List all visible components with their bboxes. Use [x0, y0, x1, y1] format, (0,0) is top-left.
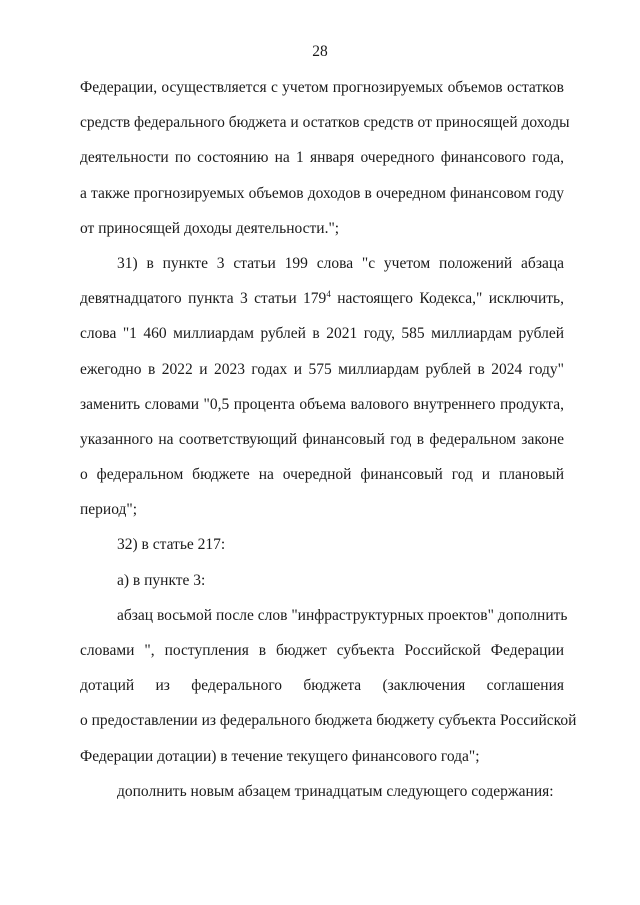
text-line: абзац восьмой после слов "инфраструктурных проектов" дополнить [117, 606, 568, 624]
text-line: указанного на соответствующий финансовый год в федеральном законе [80, 430, 564, 448]
text-line: дотаций из федерального бюджета (заключения соглашения [80, 677, 564, 695]
text-line: дополнить новым абзацем тринадцатым следующего содержания: [117, 782, 554, 800]
text-fragment: девятнадцатого пункта 3 статьи 179 [80, 290, 327, 308]
text-line: слова "1 460 миллиардам рублей в 2021 году, 585 миллиардам рублей [80, 325, 564, 343]
text-line: а) в пункте 3: [117, 571, 206, 589]
text-line: период"; [80, 501, 138, 519]
text-line: средств федерального бюджета и остатков средств от приносящей доходы [80, 114, 570, 132]
text-line: Федерации дотации) в течение текущего финансового года"; [80, 747, 480, 765]
page-number: 28 [312, 43, 328, 60]
text-line: 32) в статье 217: [117, 536, 226, 554]
text-line: а также прогнозируемых объемов доходов в очередном финансовом году [80, 184, 564, 202]
text-fragment: настоящего Кодекса," исключить, [330, 290, 564, 308]
text-line: от приносящей доходы деятельности."; [80, 219, 340, 237]
text-line [80, 281, 564, 316]
document-body [80, 70, 577, 809]
text-line: о предоставлении из федерального бюджета бюджету субъекта Российской [80, 712, 577, 730]
text-line: 31) в пункте 3 статьи 199 слова "с учетом положений абзаца [117, 254, 564, 272]
text-line: деятельности по состоянию на 1 января очередного финансового года, [80, 149, 564, 167]
text-line: словами ", поступления в бюджет субъекта Российской Федерации [80, 642, 564, 659]
text-line: о федеральном бюджете на очередной финансовый год и плановый [80, 466, 564, 484]
text-line: ежегодно в 2022 и 2023 годах и 575 миллиардам рублей в 2024 году" [80, 360, 564, 378]
superscript: 4 [326, 289, 331, 300]
text-line: Федерации, осуществляется с учетом прогнозируемых объемов остатков [80, 79, 564, 96]
text-line: заменить словами "0,5 процента объема валового внутреннего продукта, [80, 395, 564, 413]
